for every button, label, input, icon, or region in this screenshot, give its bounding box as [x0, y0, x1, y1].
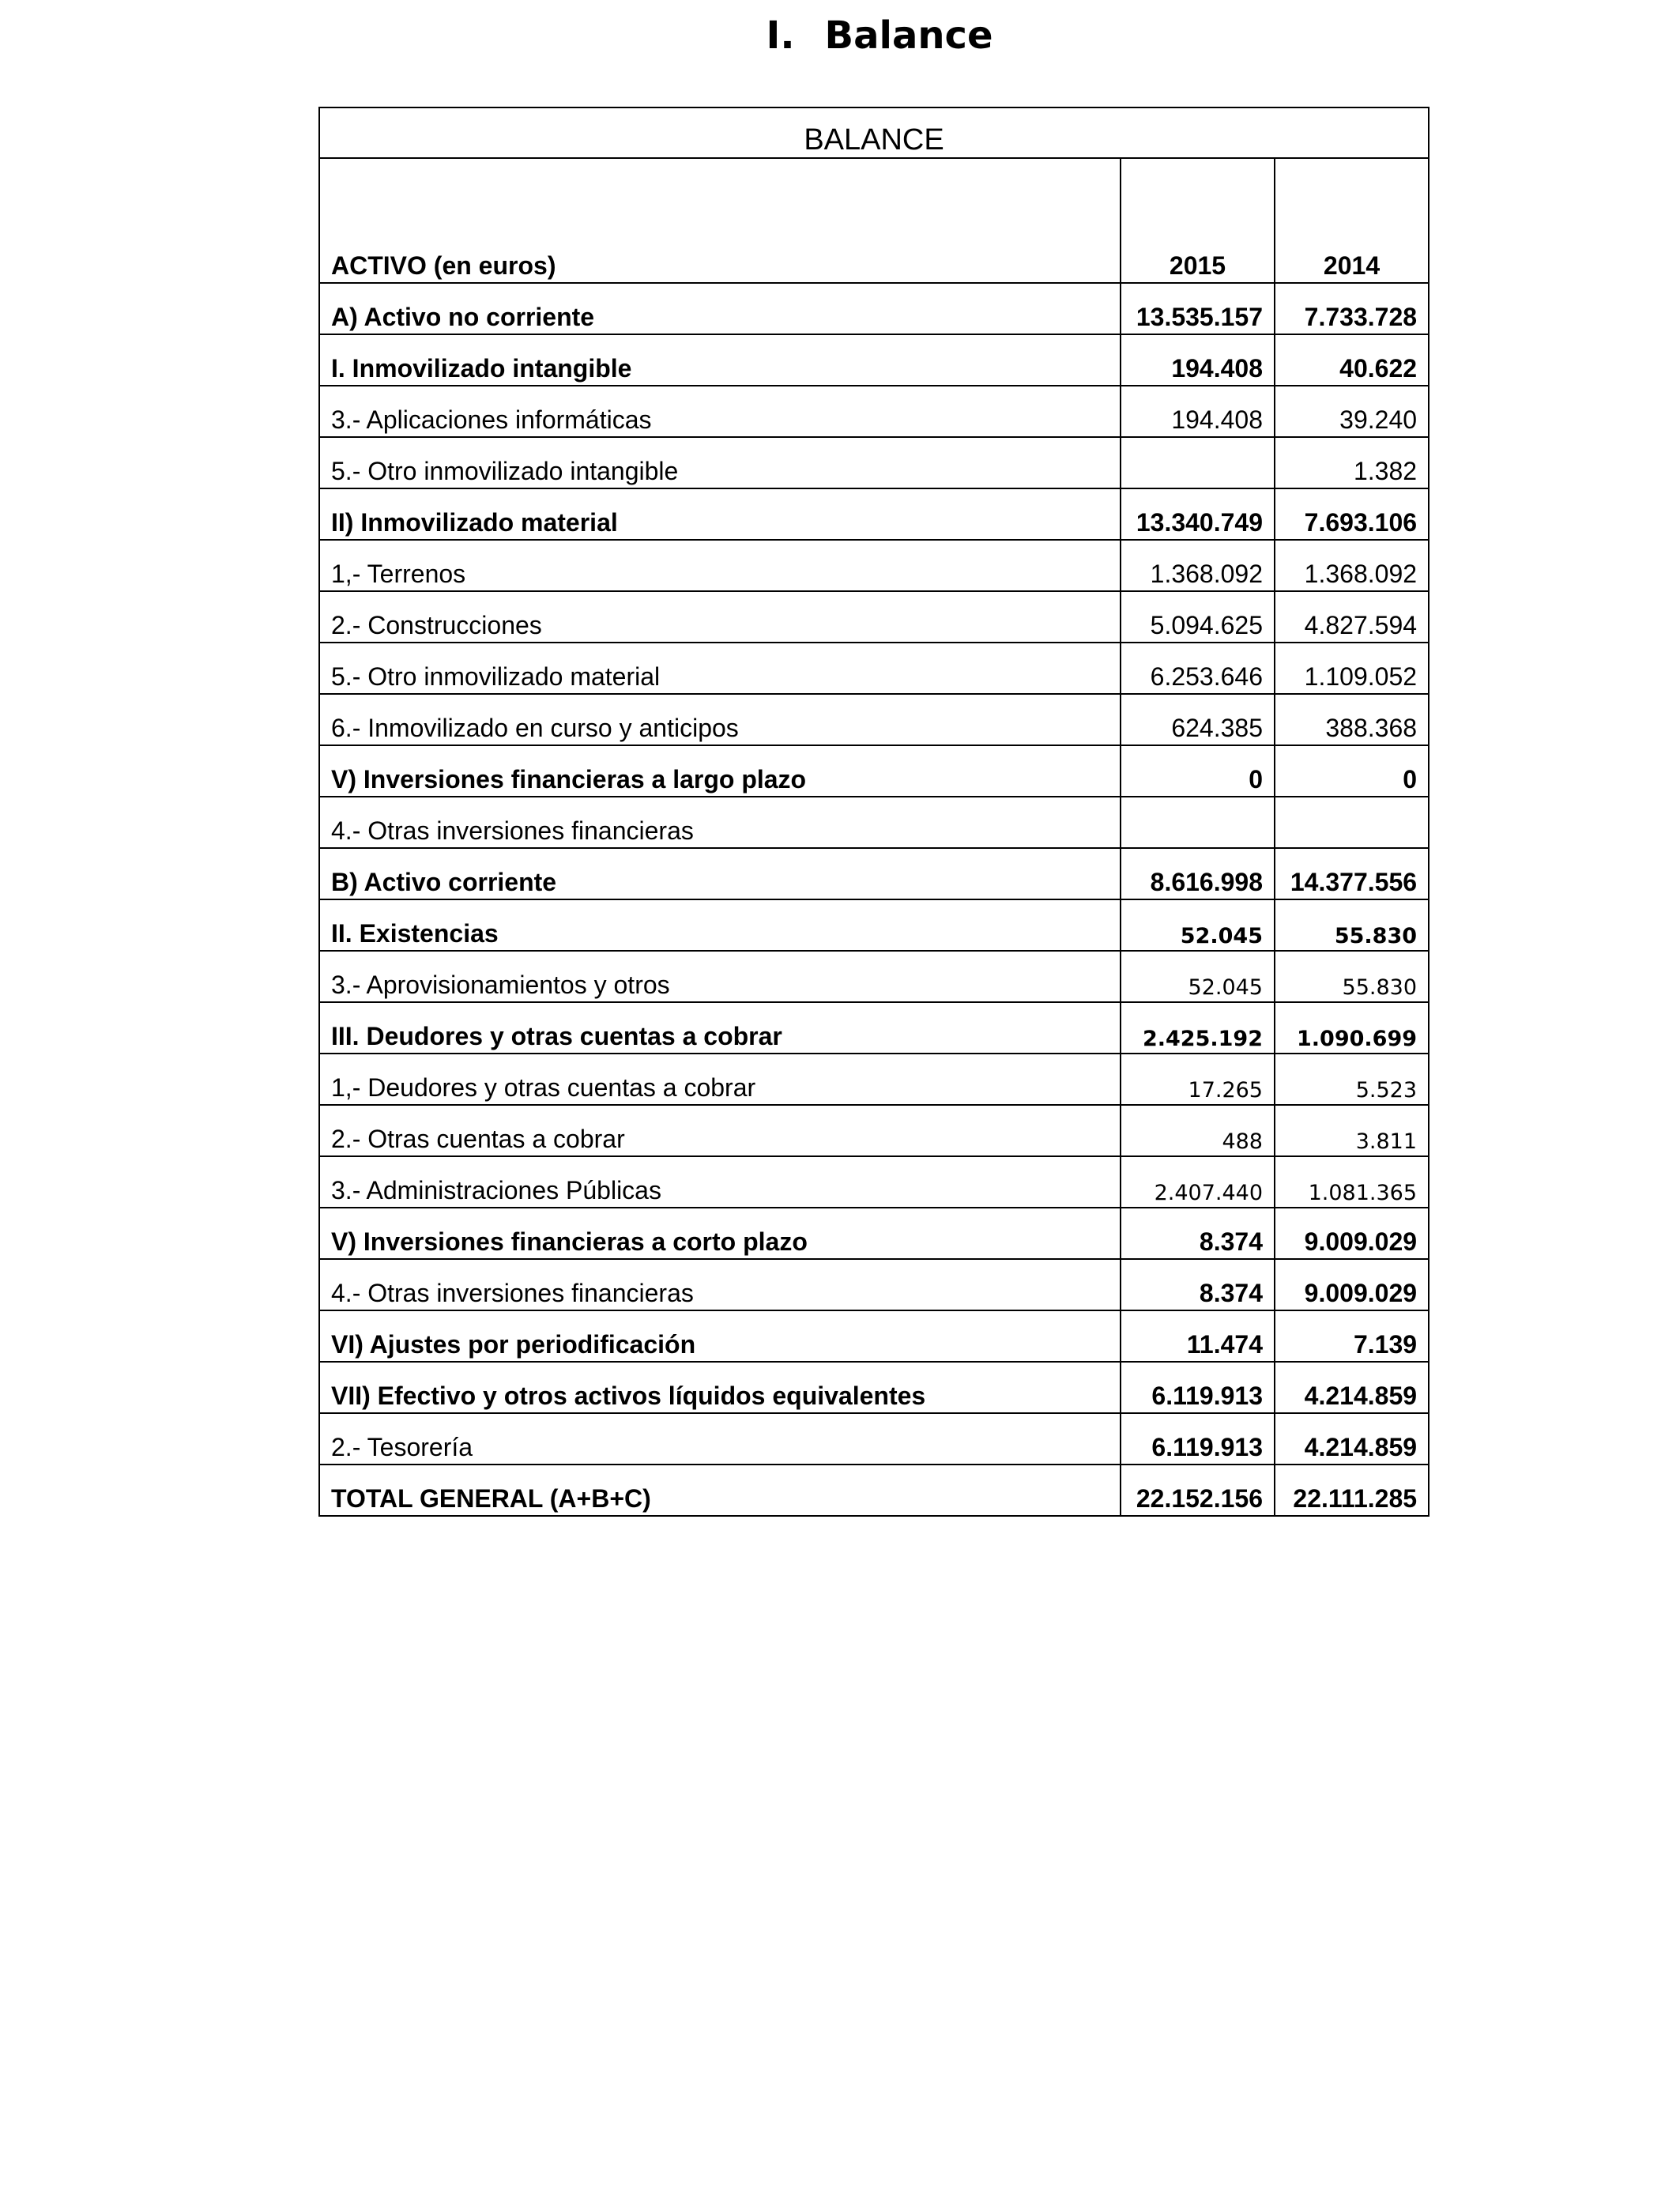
table-row [319, 745, 1429, 797]
table-row [319, 1362, 1429, 1413]
row-label: V) Inversiones financieras a corto plazo [319, 1208, 1121, 1259]
page-heading [0, 8, 1680, 63]
table-row [319, 1310, 1429, 1362]
row-label: VI) Ajustes por periodificación [319, 1310, 1121, 1362]
header-label: ACTIVO (en euros) [319, 158, 1121, 283]
row-value-2014: 0 [1275, 745, 1429, 797]
table-header-row [319, 158, 1429, 283]
row-value-2014: 5.523 [1275, 1054, 1429, 1105]
row-label: 3.- Administraciones Públicas [319, 1156, 1121, 1208]
row-label: 3.- Aplicaciones informáticas [319, 386, 1121, 437]
row-value-2015: 2.425.192 [1121, 1002, 1275, 1054]
row-label: III. Deudores y otras cuentas a cobrar [319, 1002, 1121, 1054]
table-row [319, 899, 1429, 951]
heading-title: Balance [824, 13, 993, 58]
row-value-2014: 4.214.859 [1275, 1413, 1429, 1465]
row-value-2015: 8.374 [1121, 1259, 1275, 1310]
row-label: II. Existencias [319, 899, 1121, 951]
table-row [319, 437, 1429, 488]
heading-number: I. [766, 13, 795, 58]
row-value-2015: 6.253.646 [1121, 643, 1275, 694]
row-value-2015: 624.385 [1121, 694, 1275, 745]
row-value-2015: 17.265 [1121, 1054, 1275, 1105]
table-title: BALANCE [319, 107, 1429, 158]
table-row [319, 386, 1429, 437]
header-year-2015: 2015 [1121, 158, 1275, 283]
row-value-2014: 3.811 [1275, 1105, 1429, 1156]
row-value-2015: 52.045 [1121, 951, 1275, 1002]
row-label: V) Inversiones financieras a largo plazo [319, 745, 1121, 797]
row-value-2014: 9.009.029 [1275, 1208, 1429, 1259]
row-label: VII) Efectivo y otros activos líquidos equivalentes [319, 1362, 1121, 1413]
table-row [319, 797, 1429, 848]
balance-table [318, 107, 1430, 1517]
row-label: A) Activo no corriente [319, 283, 1121, 334]
table-row [319, 1156, 1429, 1208]
row-value-2015: 22.152.156 [1121, 1465, 1275, 1516]
table-row [319, 540, 1429, 591]
row-value-2015: 0 [1121, 745, 1275, 797]
row-value-2015: 8.616.998 [1121, 848, 1275, 899]
row-label: 1,- Deudores y otras cuentas a cobrar [319, 1054, 1121, 1105]
row-value-2014: 7.139 [1275, 1310, 1429, 1362]
row-label: II) Inmovilizado material [319, 488, 1121, 540]
row-label: 1,- Terrenos [319, 540, 1121, 591]
table-row [319, 694, 1429, 745]
table-title-row [319, 107, 1429, 158]
row-label: 4.- Otras inversiones financieras [319, 1259, 1121, 1310]
table-row [319, 848, 1429, 899]
row-value-2015: 488 [1121, 1105, 1275, 1156]
row-label: 5.- Otro inmovilizado intangible [319, 437, 1121, 488]
table-row [319, 283, 1429, 334]
row-value-2015: 8.374 [1121, 1208, 1275, 1259]
row-value-2014 [1275, 797, 1429, 848]
row-value-2014: 40.622 [1275, 334, 1429, 386]
row-label: 2.- Construcciones [319, 591, 1121, 643]
row-value-2014: 14.377.556 [1275, 848, 1429, 899]
row-value-2014: 9.009.029 [1275, 1259, 1429, 1310]
table-row [319, 1413, 1429, 1465]
table-row [319, 643, 1429, 694]
row-value-2015: 2.407.440 [1121, 1156, 1275, 1208]
row-value-2015: 6.119.913 [1121, 1413, 1275, 1465]
row-value-2015: 13.535.157 [1121, 283, 1275, 334]
row-label: 2.- Tesorería [319, 1413, 1121, 1465]
row-label: I. Inmovilizado intangible [319, 334, 1121, 386]
table-row [319, 1054, 1429, 1105]
row-value-2014: 1.081.365 [1275, 1156, 1429, 1208]
table-row [319, 1002, 1429, 1054]
table-row [319, 951, 1429, 1002]
row-label: B) Activo corriente [319, 848, 1121, 899]
table-row [319, 488, 1429, 540]
row-value-2015: 13.340.749 [1121, 488, 1275, 540]
row-value-2015: 1.368.092 [1121, 540, 1275, 591]
row-value-2014: 1.090.699 [1275, 1002, 1429, 1054]
row-value-2014: 22.111.285 [1275, 1465, 1429, 1516]
row-value-2014: 1.382 [1275, 437, 1429, 488]
row-value-2014: 4.827.594 [1275, 591, 1429, 643]
row-label: 5.- Otro inmovilizado material [319, 643, 1121, 694]
row-label: 2.- Otras cuentas a cobrar [319, 1105, 1121, 1156]
row-value-2014: 55.830 [1275, 899, 1429, 951]
row-value-2014: 39.240 [1275, 386, 1429, 437]
row-label: 6.- Inmovilizado en curso y anticipos [319, 694, 1121, 745]
row-value-2015 [1121, 797, 1275, 848]
row-value-2014: 4.214.859 [1275, 1362, 1429, 1413]
header-year-2014: 2014 [1275, 158, 1429, 283]
row-value-2015 [1121, 437, 1275, 488]
table-row [319, 1465, 1429, 1516]
row-value-2015: 5.094.625 [1121, 591, 1275, 643]
row-value-2014: 7.693.106 [1275, 488, 1429, 540]
table-row [319, 1208, 1429, 1259]
table-row [319, 1105, 1429, 1156]
row-value-2015: 6.119.913 [1121, 1362, 1275, 1413]
row-value-2015: 194.408 [1121, 334, 1275, 386]
row-label: TOTAL GENERAL (A+B+C) [319, 1465, 1121, 1516]
row-value-2015: 11.474 [1121, 1310, 1275, 1362]
row-value-2014: 1.109.052 [1275, 643, 1429, 694]
row-value-2014: 1.368.092 [1275, 540, 1429, 591]
row-value-2014: 55.830 [1275, 951, 1429, 1002]
row-value-2015: 52.045 [1121, 899, 1275, 951]
row-value-2015: 194.408 [1121, 386, 1275, 437]
table-row [319, 334, 1429, 386]
row-label: 4.- Otras inversiones financieras [319, 797, 1121, 848]
row-value-2014: 7.733.728 [1275, 283, 1429, 334]
row-label: 3.- Aprovisionamientos y otros [319, 951, 1121, 1002]
table-row [319, 1259, 1429, 1310]
table-row [319, 591, 1429, 643]
row-value-2014: 388.368 [1275, 694, 1429, 745]
